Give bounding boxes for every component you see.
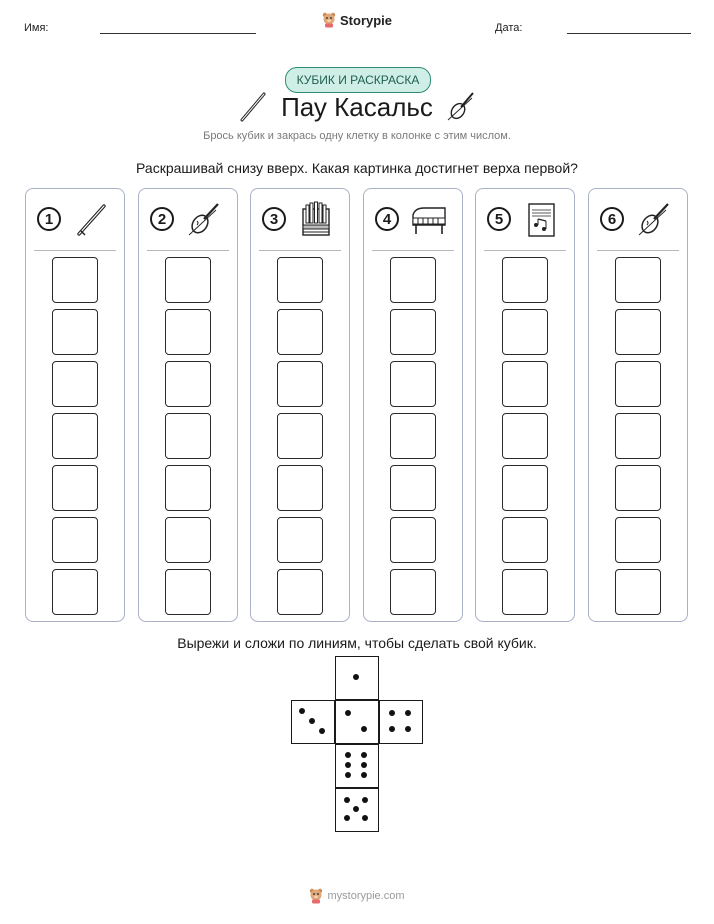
- color-box[interactable]: [615, 257, 661, 303]
- column-divider: [372, 250, 454, 251]
- column-6: [588, 188, 688, 622]
- violin-icon: [444, 90, 478, 124]
- color-box[interactable]: [615, 517, 661, 563]
- die-pip: [299, 708, 305, 714]
- color-box[interactable]: [502, 517, 548, 563]
- die-pip: [389, 710, 395, 716]
- date-line[interactable]: [567, 33, 691, 34]
- column-divider: [484, 250, 566, 251]
- activity-badge: КУБИК И РАСКРАСКА: [285, 67, 431, 93]
- bottom-instruction: Вырежи и сложи по линиям, чтобы сделать свой кубик.: [177, 635, 537, 651]
- die-pip: [345, 762, 351, 768]
- column-number: 3: [262, 207, 286, 231]
- color-box[interactable]: [390, 309, 436, 355]
- color-box[interactable]: [52, 257, 98, 303]
- color-box[interactable]: [502, 465, 548, 511]
- footer-url[interactable]: mystorypie.com: [327, 890, 405, 902]
- bear-icon: [309, 888, 323, 904]
- column-number: 2: [150, 207, 174, 231]
- name-label: Имя:: [24, 22, 49, 34]
- organ-icon: [297, 201, 335, 239]
- column-divider: [147, 250, 229, 251]
- die-pip: [353, 806, 359, 812]
- column-divider: [34, 250, 116, 251]
- color-box[interactable]: [165, 517, 211, 563]
- sheet-music-icon: [522, 201, 560, 239]
- column-number: 6: [600, 207, 624, 231]
- storypie-logo: [322, 12, 392, 28]
- die-pip: [361, 772, 367, 778]
- page-subtitle: Брось кубик и закрась одну клетку в колонке с этим числом.: [203, 130, 511, 142]
- color-box[interactable]: [277, 413, 323, 459]
- color-box[interactable]: [52, 361, 98, 407]
- color-box[interactable]: [165, 413, 211, 459]
- die-face-2: [335, 700, 379, 744]
- color-box[interactable]: [52, 517, 98, 563]
- color-box[interactable]: [52, 569, 98, 615]
- top-instruction: Раскрашивай снизу вверх. Какая картинка достигнет верха первой?: [136, 160, 578, 176]
- color-box[interactable]: [390, 361, 436, 407]
- column-5: [475, 188, 575, 622]
- flute-icon: [72, 201, 110, 239]
- die-pip: [344, 815, 350, 821]
- color-box[interactable]: [277, 517, 323, 563]
- color-box[interactable]: [390, 517, 436, 563]
- color-box[interactable]: [277, 361, 323, 407]
- color-box[interactable]: [615, 465, 661, 511]
- die-face-5: [335, 788, 379, 832]
- color-box[interactable]: [390, 465, 436, 511]
- color-box[interactable]: [390, 413, 436, 459]
- die-pip: [345, 772, 351, 778]
- color-box[interactable]: [615, 309, 661, 355]
- die-face-1: [335, 656, 379, 700]
- die-pip: [362, 815, 368, 821]
- column-4: [363, 188, 463, 622]
- column-divider: [597, 250, 679, 251]
- color-box[interactable]: [502, 257, 548, 303]
- color-box[interactable]: [277, 465, 323, 511]
- color-box[interactable]: [615, 361, 661, 407]
- die-pip: [405, 710, 411, 716]
- logo-text: Storypie: [340, 12, 393, 28]
- violin-icon: [185, 201, 223, 239]
- column-divider: [259, 250, 341, 251]
- page-title: Пау Касальс: [281, 92, 433, 122]
- die-pip: [361, 762, 367, 768]
- piano-icon: [410, 201, 448, 239]
- column-2: [138, 188, 238, 622]
- die-face-4: [379, 700, 423, 744]
- color-box[interactable]: [277, 569, 323, 615]
- die-pip: [344, 797, 350, 803]
- die-pip: [345, 752, 351, 758]
- color-box[interactable]: [502, 361, 548, 407]
- color-box[interactable]: [390, 569, 436, 615]
- column-1: [25, 188, 125, 622]
- color-box[interactable]: [502, 569, 548, 615]
- column-3: [250, 188, 350, 622]
- die-pip: [361, 752, 367, 758]
- color-box[interactable]: [165, 257, 211, 303]
- footer: [0, 888, 714, 904]
- color-box[interactable]: [165, 361, 211, 407]
- color-box[interactable]: [502, 309, 548, 355]
- die-pip: [345, 710, 351, 716]
- name-line[interactable]: [100, 33, 256, 34]
- die-pip: [405, 726, 411, 732]
- color-box[interactable]: [165, 465, 211, 511]
- color-box[interactable]: [52, 465, 98, 511]
- color-box[interactable]: [277, 309, 323, 355]
- color-box[interactable]: [277, 257, 323, 303]
- date-label: Дата:: [495, 22, 523, 34]
- die-pip: [389, 726, 395, 732]
- die-pip: [361, 726, 367, 732]
- die-face-6: [335, 744, 379, 788]
- die-pip: [309, 718, 315, 724]
- color-box[interactable]: [165, 309, 211, 355]
- color-box[interactable]: [52, 309, 98, 355]
- column-number: 5: [487, 207, 511, 231]
- violin-icon: [635, 201, 673, 239]
- color-box[interactable]: [615, 569, 661, 615]
- bear-icon: [322, 12, 336, 28]
- column-number: 1: [37, 207, 61, 231]
- color-box[interactable]: [165, 569, 211, 615]
- color-box[interactable]: [390, 257, 436, 303]
- color-box[interactable]: [502, 413, 548, 459]
- die-pip: [319, 728, 325, 734]
- column-number: 4: [375, 207, 399, 231]
- die-face-3: [291, 700, 335, 744]
- die-pip: [362, 797, 368, 803]
- color-box[interactable]: [615, 413, 661, 459]
- die-pip: [353, 674, 359, 680]
- color-box[interactable]: [52, 413, 98, 459]
